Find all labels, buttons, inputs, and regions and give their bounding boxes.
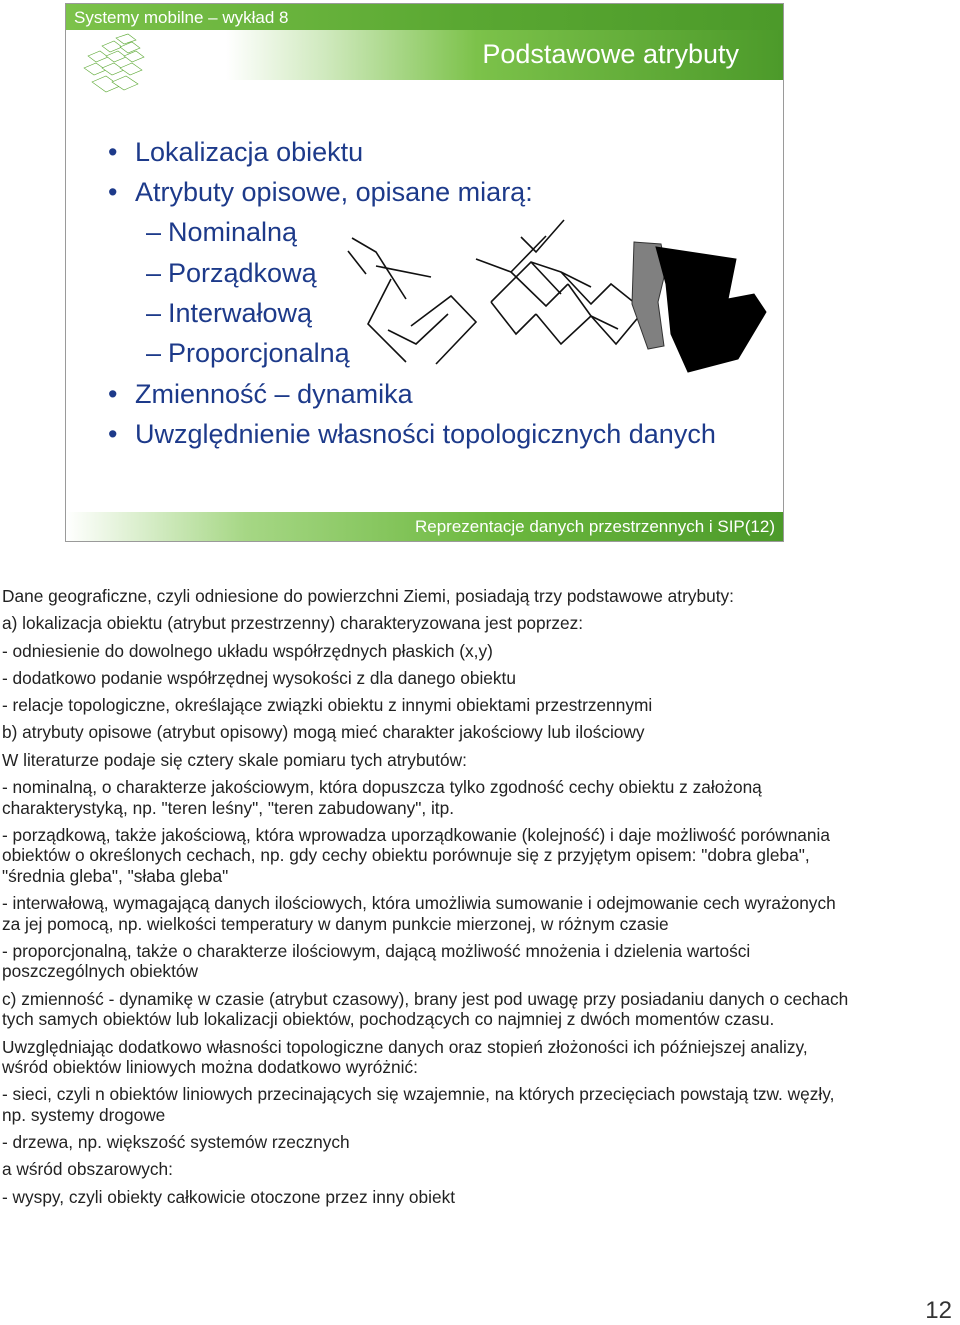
paragraph: - odniesienie do dowolnego układu współrzędnych płaskich (x,y) bbox=[2, 640, 493, 661]
paragraph: - dodatkowo podanie współrzędnej wysokości z dla danego obiektu bbox=[2, 667, 516, 688]
paragraph: W literaturze podaje się cztery skale pomiaru tych atrybutów: bbox=[2, 749, 467, 770]
tree-network-figure bbox=[348, 238, 476, 364]
bullet-item: • Lokalizacja obiektu bbox=[108, 137, 364, 167]
grid-network-figure bbox=[476, 220, 641, 344]
paragraph: - nominalną, o charakterze jakościowym, która dopuszcza tylko zgodność cechy obiektu z założoną charakterystyką, np. "teren leśny", "teren zabudowany", itp. bbox=[2, 777, 762, 818]
sub-bullet-item: – Porządkową bbox=[146, 258, 317, 288]
paragraph: - interwałową, wymagającą danych ilościowych, która umożliwia sumowanie i odejmowanie cech wyrażonych za jej pomocą, np. wielkości temperatury w danym punkcie mierzonej, w różnym czasie bbox=[2, 893, 836, 934]
slide-title: Podstawowe atrybuty bbox=[482, 39, 739, 69]
logo-text-line2: ONLINE bbox=[116, 111, 143, 118]
paragraph: - porządkową, także jakościową, która wprowadza uporządkowanie (kolejność) i daje możliwość porównania obiektów o określonych cechach, np. gdy cechy obiektu porównuje się z przyjętym opisem: "dobra gleba", "średnia gleba", "słaba gleba" bbox=[2, 824, 830, 886]
bullet-item: • Atrybuty opisowe, opisane miarą: bbox=[108, 177, 533, 207]
paragraph: Dane geograficzne, czyli odniesione do powierzchni Ziemi, posiadają trzy podstawowe atrybuty: bbox=[2, 586, 734, 606]
paragraph: c) zmienność - dynamikę w czasie (atrybut czasowy), brany jest pod uwagę przy posiadaniu danych o cechach tych samych obiektów lub lokalizacji obiektów, pochodzących co najmniej z dwóch momentów czasu. bbox=[2, 988, 849, 1030]
sub-bullet-item: – Proporcjonalną bbox=[146, 338, 350, 368]
paragraph: - relacje topologiczne, określające związki obiektu z innymi obiektami przestrzennymi bbox=[2, 695, 653, 716]
paragraph: - wyspy, czyli obiekty całkowicie otoczone przez inny obiekt bbox=[2, 1186, 456, 1207]
topology-figures bbox=[336, 214, 776, 389]
sub-bullet-item: – Interwałową bbox=[146, 298, 313, 328]
paragraph: - drzewa, np. większość systemów rzecznych bbox=[2, 1132, 350, 1153]
logo-text-line1: UCZELNIA bbox=[106, 98, 152, 108]
paragraph: a wśród obszarowych: bbox=[2, 1159, 173, 1180]
sub-bullet-item: – Nominalną bbox=[146, 217, 298, 247]
paragraph: a) lokalizacja obiektu (atrybut przestrzenny) charakteryzowana jest poprzez: bbox=[2, 613, 584, 634]
document-body bbox=[2, 586, 852, 1214]
paragraph: b) atrybuty opisowe (atrybut opisowy) mogą mieć charakter jakościowy lub ilościowy bbox=[2, 722, 645, 743]
paragraph: - sieci, czyli n obiektów liniowych przecinających się wzajemnie, na których przecięciach powstają tzw. węzły, np. systemy drogowe bbox=[2, 1084, 835, 1125]
paragraph: - proporcjonalną, także o charakterze ilościowym, dającą możliwość mnożenia i dzielenia wartości poszczególnych obiektów bbox=[2, 940, 751, 982]
bullet-item: • Uwzględnienie własności topologicznych danych bbox=[108, 419, 716, 449]
course-title: Systemy mobilne – wykład 8 bbox=[74, 8, 289, 27]
island-polygon-figure bbox=[632, 242, 766, 372]
bullet-item: • Zmienność – dynamika bbox=[108, 379, 413, 409]
lecture-slide bbox=[65, 3, 784, 542]
paragraph: Uwzględniając dodatkowo własności topologiczne danych oraz stopień złożoności ich późniejszej analizy, wśród obiektów liniowych można dodatkowo wyróżnić: bbox=[2, 1036, 808, 1078]
slide-footer-text: Reprezentacje danych przestrzennych i SIP(12) bbox=[414, 517, 775, 536]
page-number: 12 bbox=[925, 1297, 952, 1324]
